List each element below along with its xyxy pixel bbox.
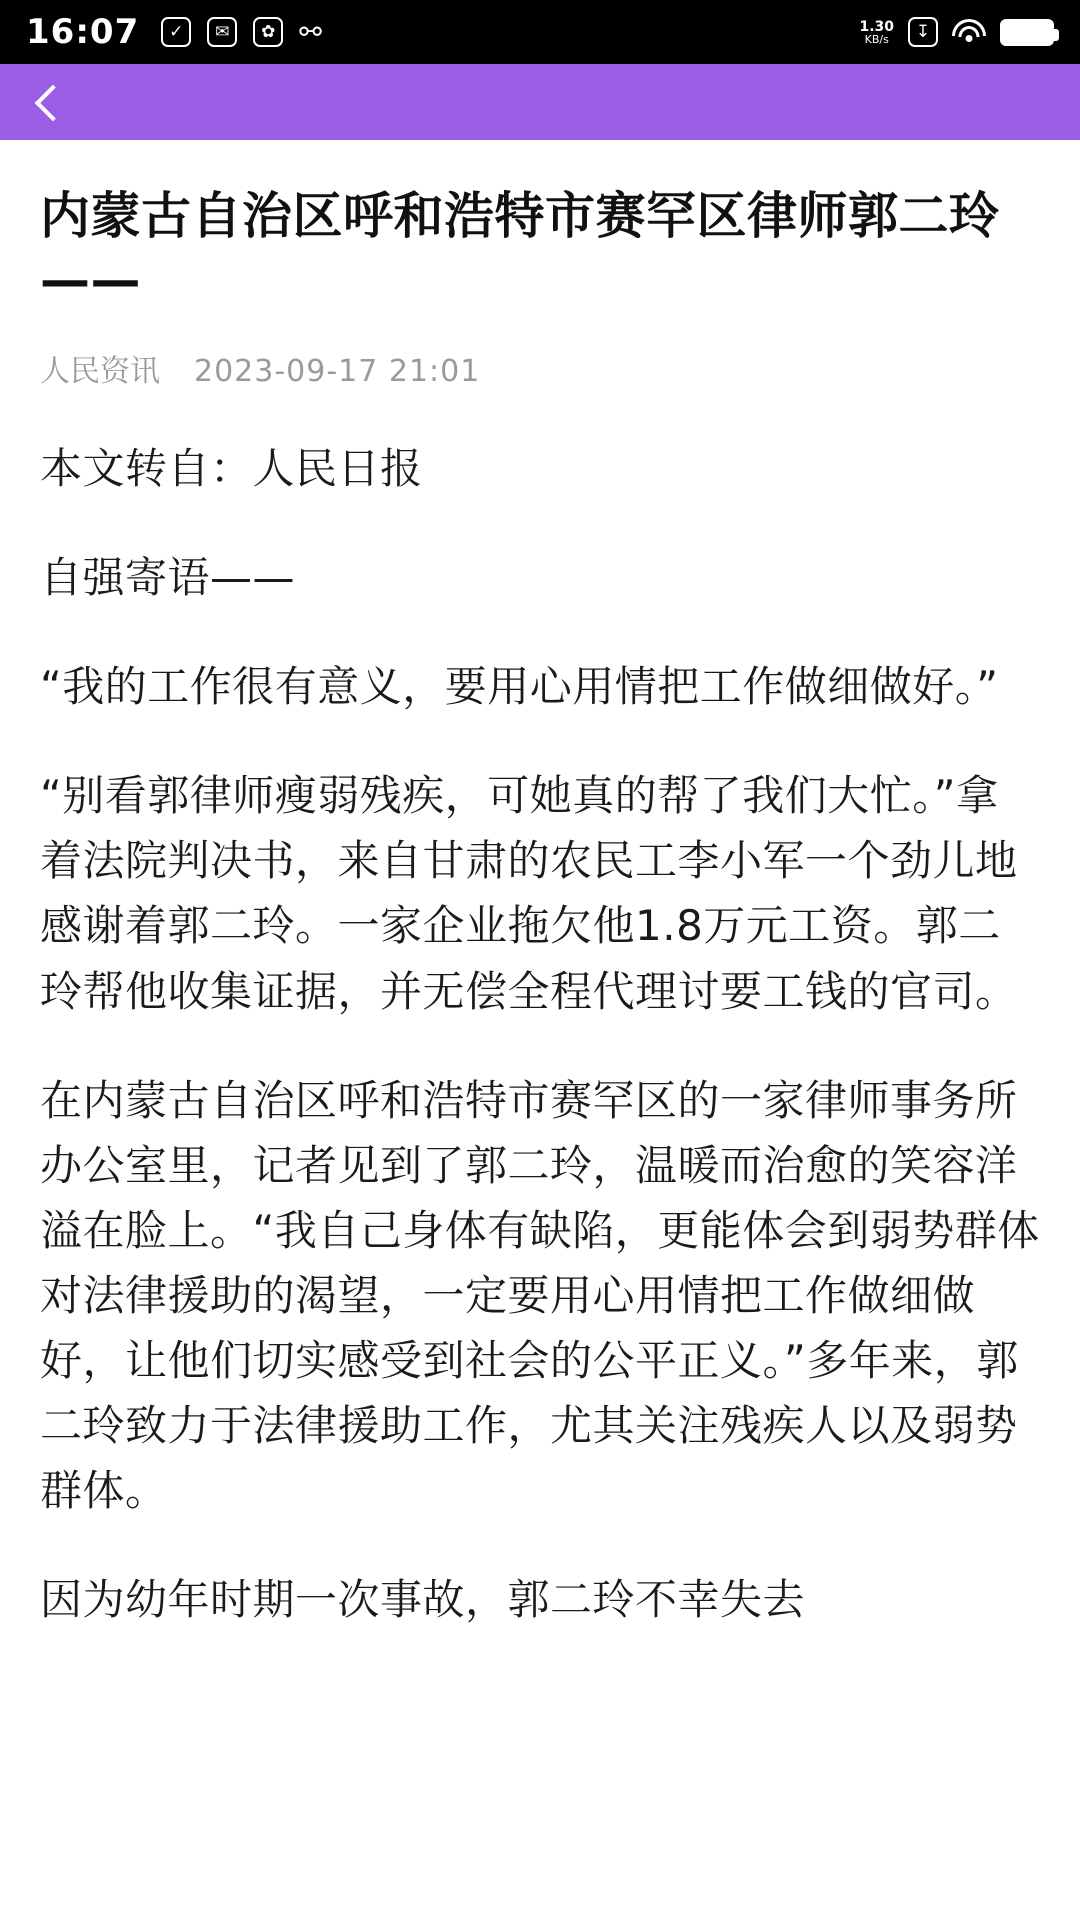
network-speed-value: 1.30 [859,18,894,35]
leaf-icon: ✿ [253,17,283,47]
status-left-icons [161,17,859,47]
article-paragraph: 本文转自：人民日报 [40,444,423,493]
battery-icon [1000,19,1054,46]
article-paragraph: 自强寄语—— [40,553,296,603]
back-button[interactable] [26,79,72,125]
article-body [40,436,1040,1632]
article-meta [40,346,1040,390]
article-paragraph: 在内蒙古自治区呼和浩特市赛罕区的一家律师事务所办公室里，记者见到了郭二玲，温暖而治愈的笑容洋溢在脸上。“我自己身体有缺陷，更能体会到弱势群体对法律援助的渴望，一定要用心用情把工作做细做好，让他们切实感受到社会的公平正义。”多年来，郭二玲致力于法律援助工作，尤其关注残疾人以及弱势群体。 [40,1075,1040,1516]
status-bar [0,0,1080,64]
download-icon: ↧ [908,17,938,47]
status-right-icons [859,17,1054,47]
app-bar [0,64,1080,140]
status-clock: 16:07 [26,12,140,52]
article-paragraph: “别看郭律师瘦弱残疾，可她真的帮了我们大忙。”拿着法院判决书，来自甘肃的农民工李小军一个劲儿地感谢着郭二玲。一家企业拖欠他1.8万元工资。郭二玲帮他收集证据，并无偿全程代理讨要工钱的官司。 [40,771,1018,1016]
article-paragraph: 因为幼年时期一次事故，郭二玲不幸失去 [40,1575,806,1625]
article-date: 2023-09-17 21:01 [194,354,481,389]
article-container [0,140,1080,1632]
usb-icon: ⚯ [299,16,322,48]
wifi-icon [952,19,986,45]
network-speed-indicator [859,20,894,45]
network-speed-unit: KB/s [864,32,889,46]
article-source: 人民资讯 [40,354,160,389]
article-paragraph: “我的工作很有意义，要用心用情把工作做细做好。” [40,662,999,712]
page-title: 内蒙古自治区呼和浩特市赛罕区律师郭二玲—— [40,187,1000,309]
task-checkbox-icon: ✓ [161,17,191,47]
mail-icon: ✉ [207,17,237,47]
